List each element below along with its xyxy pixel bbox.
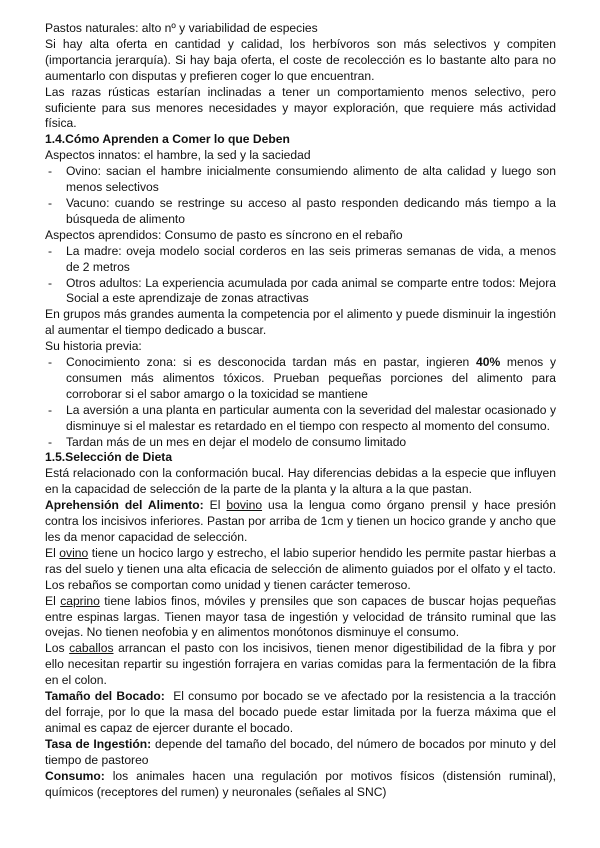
percentage-bold: 40%: [476, 355, 501, 370]
list-item-tardan: [45, 435, 556, 451]
list-item-text: menos y consumen más alimentos tóxicos. Prueban pequeñas porciones del alimento para corroborar si el sabor amargo o la toxicidad se mantiene: [66, 355, 556, 401]
paragraph-historia: Su historia previa:: [45, 339, 142, 354]
heading-1-4: 1.4.Cómo Aprenden a Comer lo que Deben: [45, 132, 290, 147]
paragraph-aprendidos: Aspectos aprendidos: Consumo de pasto es síncrono en el rebaño: [45, 227, 403, 242]
list-item-text: La aversión a una planta en particular aumenta con la severidad del malestar ocasionado y disminuye si el malestar es retardado en el tiempo con respecto al momento del consumo.: [66, 402, 556, 433]
paragraph-conformacion: Está relacionado con la conformación bucal. Hay diferencias debidas a la especie que influyen en la capacidad de selección de la parte de la planta y la altura a la que pastan.: [45, 466, 556, 497]
term-tasa-ingestion: Tasa de Ingestión:: [45, 736, 152, 751]
list-dash: -: [48, 195, 53, 210]
list-item-text: La madre: oveja modelo social corderos en las seis primeras semanas de vida, a menos de 2 metros: [66, 243, 556, 274]
list-dash: -: [48, 355, 53, 370]
paragraph-oferta: Si hay alta oferta en cantidad y calidad, los herbívoros son más selectivos y compiten (importancia jerarquía). Si hay baja oferta, el coste de recolección es lo bastante alto para no aumentarlo con disputas y prefieren coger lo que encuentran.: [45, 36, 556, 83]
term-caprino: caprino: [60, 593, 100, 608]
text-run: tiene un hocico largo y estrecho, el labio superior hendido les permite pastar hierbas a ras del suelo y tienen una alta eficacia de selección de alimento guiados por el olfato y el tacto. Los rebaños se comportan como unidad y tienen carácter temeroso.: [45, 545, 556, 592]
term-aprehension: Aprehensión del Alimento:: [45, 498, 204, 513]
list-dash: -: [48, 402, 53, 417]
heading-1-5: 1.5.Selección de Dieta: [45, 450, 173, 465]
list-item-text: Tardan más de un mes en dejar el modelo de consumo limitado: [66, 434, 407, 449]
list-item-madre: [45, 244, 556, 276]
list-item-vacuno: [45, 196, 556, 228]
text-run: arrancan el pasto con los incisivos, tienen menor digestibilidad de la fibra y por ello necesitan repartir su ingestión forrajera en varias comidas para la fermentación de la fibra en el colon.: [45, 641, 557, 688]
list-item-text: Ovino: sacian el hambre inicialmente consumiendo alimento de alta calidad y luego son menos selectivos: [66, 164, 556, 195]
list-item-otros-adultos: [45, 276, 556, 308]
paragraph-innatos: Aspectos innatos: el hambre, la sed y la saciedad: [45, 148, 311, 163]
text-run: El: [203, 498, 227, 513]
term-consumo: Consumo:: [45, 768, 105, 783]
list-item-ovino: [45, 164, 556, 196]
term-ovino: ovino: [59, 545, 89, 560]
paragraph-grupos: En grupos más grandes aumenta la competencia por el alimento y puede disminuir la ingestión al aumentar el tiempo dedicado a buscar.: [45, 307, 556, 338]
paragraph-consumo: [45, 769, 556, 801]
paragraph-ovino: [45, 546, 556, 594]
text-run: El consumo por bocado se ve afectado por la resistencia a la tracción del forraje, por lo que la masa del bocado puede estar limitada por la fuerza máxima que el animal es capaz de ejercer durante el bocado.: [45, 689, 560, 735]
paragraph-tasa-ingestion: [45, 737, 556, 769]
paragraph-aprehension: [45, 498, 556, 546]
text-run: los animales hacen una regulación por motivos físicos (distensión ruminal), químicos (receptores del rumen) y neuronales (señales al SNC): [45, 768, 556, 799]
text-run: Los: [45, 641, 70, 656]
paragraph-razas: Las razas rústicas estarían inclinadas a tener un comportamiento menos selectivo, pero suficiente para sus menores necesidades y mayor exploración, que requiere más actividad física.: [45, 84, 556, 131]
term-bovino: bovino: [226, 498, 263, 513]
paragraph-caprino: [45, 594, 556, 642]
list-dash: -: [48, 275, 53, 290]
list-item-text: Otros adultos: La experiencia acumulada por cada animal se comparte entre todos: Mejora Social a este aprendizaje de zonas atractivas: [66, 275, 556, 306]
text-run: tiene labios finos, móviles y prensiles que son capaces de buscar hojas pequeñas entre espinas largas. Tienen mayor tasa de ingestión y velocidad de tránsito ruminal que las ovejas. No tienen neofobia y en alimentos monótonos disminuye el consumo.: [45, 593, 556, 640]
list-dash: -: [48, 434, 53, 449]
text-run: El: [45, 545, 60, 560]
paragraph-tamano-bocado: [45, 689, 560, 737]
list-item-conocimiento: [45, 355, 556, 403]
paragraph-pastos-title: Pastos naturales: alto nº y variabilidad de especies: [45, 21, 318, 35]
list-item-text: Vacuno: cuando se restringe su acceso al pasto responden dedicando más tiempo a la búsqueda de alimento: [66, 195, 556, 226]
list-item-text: Conocimiento zona: si es desconocida tardan más en pastar, ingieren: [66, 355, 476, 370]
text-run: depende del tamaño del bocado, del número de bocados por minuto y del tiempo de pastoreo: [45, 736, 556, 767]
paragraph-caballos: [45, 641, 556, 689]
term-caballos: caballos: [69, 641, 114, 656]
term-tamano-bocado: Tamaño del Bocado:: [45, 689, 165, 704]
text-run: El: [45, 593, 61, 608]
list-dash: -: [48, 164, 53, 179]
text-run: usa la lengua como órgano prensil y hace presión contra los incisivos inferiores. Pastan por arriba de 1cm y tienen un hocico grande y ancho que les da menor capacidad de selección.: [45, 498, 556, 544]
list-item-aversion: [45, 403, 556, 435]
list-dash: -: [48, 243, 53, 258]
